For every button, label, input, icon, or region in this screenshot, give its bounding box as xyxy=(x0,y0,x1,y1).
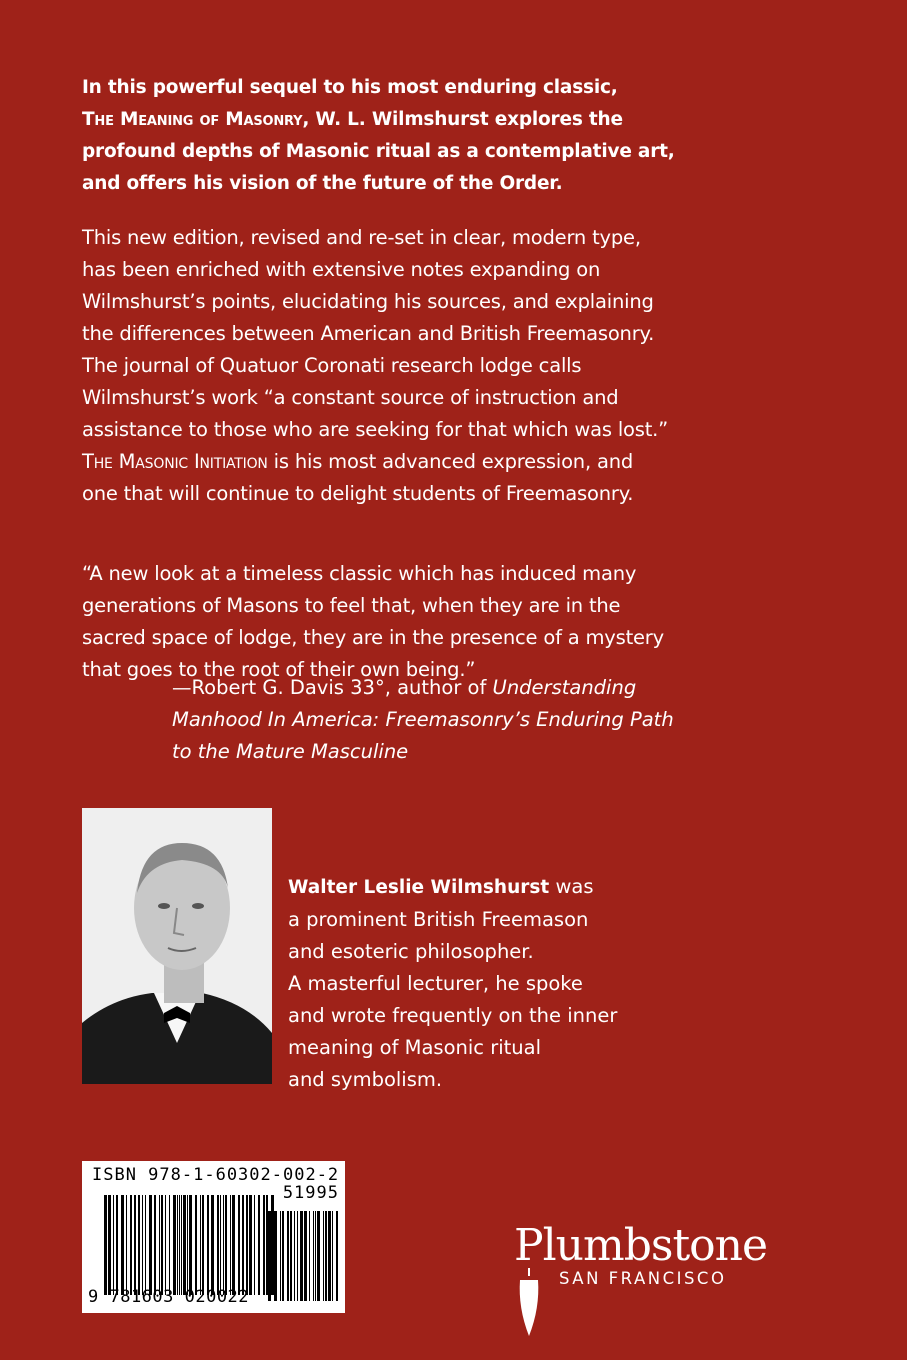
text-segment: that goes to the root of their own being.” xyxy=(82,658,476,681)
text-segment: Wilmshurst’s points, elucidating his sources, and explaining xyxy=(82,290,654,313)
plumb-bob-icon xyxy=(518,1268,540,1338)
text-line xyxy=(82,136,675,168)
barcode-bar xyxy=(317,1211,320,1301)
barcode-bar xyxy=(287,1211,289,1301)
barcode-bar xyxy=(249,1195,252,1295)
text-line xyxy=(82,478,668,510)
text-line xyxy=(82,72,675,104)
text-segment: The journal of Quatuor Coronati research lodge calls xyxy=(82,354,582,377)
text-segment: a prominent British Freemason xyxy=(288,908,589,931)
text-line xyxy=(82,318,668,350)
text-segment: —Robert G. Davis 33°, author of xyxy=(172,676,493,699)
text-line xyxy=(82,254,668,286)
text-line xyxy=(82,222,668,254)
text-segment: the differences between American and British Freemasonry. xyxy=(82,322,655,345)
barcode-bar xyxy=(179,1195,180,1295)
text-segment: and esoteric philosopher. xyxy=(288,940,534,963)
barcode-bar xyxy=(142,1195,143,1295)
barcode-bar xyxy=(169,1195,170,1295)
barcode-bar xyxy=(149,1195,152,1295)
barcode-bar xyxy=(297,1211,298,1301)
text-line xyxy=(288,1032,617,1064)
text-line xyxy=(288,1000,617,1032)
publisher-city: SAN FRANCISCO xyxy=(559,1269,727,1288)
text-segment: A masterful lecturer, he spoke xyxy=(288,972,583,995)
text-line xyxy=(288,1064,617,1096)
barcode-bar xyxy=(304,1211,307,1301)
barcode-addon-bars xyxy=(268,1211,340,1301)
barcode-bar xyxy=(328,1211,331,1301)
barcode-bar xyxy=(189,1195,192,1295)
text-segment: profound depths of Masonic ritual as a contemplative art, xyxy=(82,141,675,162)
text-line xyxy=(172,736,674,768)
endorsement-quote xyxy=(82,558,664,686)
text-segment: and wrote frequently on the inner xyxy=(288,1004,618,1027)
barcode-bar xyxy=(195,1195,197,1295)
text-line xyxy=(82,558,664,590)
barcode-bar xyxy=(315,1211,316,1301)
text-line xyxy=(82,168,675,200)
barcode-bar xyxy=(300,1211,303,1301)
publisher-name: Plumbstone xyxy=(514,1220,768,1271)
text-segment: The Meaning of Masonry xyxy=(82,109,303,130)
text-segment: is his most advanced expression, and xyxy=(267,450,634,473)
text-line xyxy=(288,968,617,1000)
ean-digits: 9 781603 020022 xyxy=(88,1287,250,1307)
barcode-bar xyxy=(121,1195,124,1295)
text-segment: , W. L. Wilmshurst explores the xyxy=(302,109,623,130)
description-paragraph xyxy=(82,222,668,510)
barcode-bar xyxy=(294,1211,295,1301)
barcode-bar xyxy=(154,1195,156,1295)
barcode-bar xyxy=(181,1195,182,1295)
barcode-bar xyxy=(161,1195,163,1295)
barcode-bar xyxy=(290,1211,292,1301)
barcode-bar xyxy=(336,1211,338,1301)
barcode-bar xyxy=(309,1211,310,1301)
barcode-bar xyxy=(134,1195,136,1295)
barcode-bar xyxy=(177,1195,178,1295)
text-line xyxy=(288,904,617,936)
text-segment: has been enriched with extensive notes expanding on xyxy=(82,258,601,281)
barcode-bar xyxy=(280,1211,281,1301)
barcode-bar xyxy=(130,1195,132,1295)
barcode-bar xyxy=(159,1195,160,1295)
text-line xyxy=(82,350,668,382)
barcode-bar xyxy=(232,1195,235,1295)
barcode-bar xyxy=(230,1195,231,1295)
intro-paragraph xyxy=(82,72,675,200)
text-segment: This new edition, revised and re-set in clear, modern type, xyxy=(82,226,641,249)
text-line xyxy=(82,414,668,446)
barcode-bar xyxy=(173,1195,176,1295)
barcode-bar xyxy=(313,1211,314,1301)
barcode-bar xyxy=(211,1195,214,1295)
text-line xyxy=(82,382,668,414)
barcode-bar xyxy=(263,1195,265,1295)
barcode-bar xyxy=(183,1195,186,1295)
text-segment: to the Mature Masculine xyxy=(172,740,409,763)
barcode-bar xyxy=(274,1211,277,1301)
text-segment: Wilmshurst’s work “a constant source of instruction and xyxy=(82,386,619,409)
text-line xyxy=(82,446,668,478)
text-line xyxy=(82,104,675,136)
text-segment: The Masonic Initiation xyxy=(82,450,268,473)
barcode-bar xyxy=(145,1195,146,1295)
text-segment: In this powerful sequel to his most enduring classic, xyxy=(82,77,618,98)
barcode-bar xyxy=(116,1195,118,1295)
barcode-bar xyxy=(332,1211,333,1301)
barcode-bar xyxy=(223,1195,224,1295)
price-code: 51995 xyxy=(282,1183,339,1203)
isbn-barcode xyxy=(82,1161,345,1313)
barcode-bar xyxy=(268,1211,271,1301)
barcode-bar xyxy=(207,1195,209,1295)
text-line xyxy=(288,936,617,968)
barcode-bar xyxy=(282,1211,284,1301)
barcode-bar xyxy=(165,1195,166,1295)
barcode-bar xyxy=(113,1195,114,1295)
barcode-bar xyxy=(242,1195,244,1295)
text-segment: one that will continue to delight students of Freemasonry. xyxy=(82,482,634,505)
text-segment: Walter Leslie Wilmshurst xyxy=(288,877,550,898)
barcode-bars xyxy=(104,1195,274,1295)
text-segment: generations of Masons to feel that, when they are in the xyxy=(82,594,621,617)
text-segment: assistance to those who are seeking for that which was lost.” xyxy=(82,418,669,441)
isbn-label: ISBN 978-1-60302-002-2 xyxy=(92,1165,340,1185)
barcode-bar xyxy=(217,1195,219,1295)
barcode-bar xyxy=(254,1195,255,1295)
barcode-bar xyxy=(202,1195,204,1295)
text-segment: meaning of Masonic ritual xyxy=(288,1036,542,1059)
text-segment: Understanding xyxy=(492,676,637,699)
text-line xyxy=(82,590,664,622)
text-line xyxy=(82,622,664,654)
text-line xyxy=(288,871,617,904)
barcode-bar xyxy=(238,1195,240,1295)
text-segment: “A new look at a timeless classic which has induced many xyxy=(82,562,637,585)
barcode-bar xyxy=(138,1195,140,1295)
barcode-bar xyxy=(323,1211,324,1301)
barcode-bar xyxy=(187,1195,188,1295)
text-segment: and symbolism. xyxy=(288,1068,443,1091)
barcode-bar xyxy=(246,1195,248,1295)
text-line xyxy=(172,672,674,704)
barcode-bar xyxy=(220,1195,221,1295)
text-segment: and offers his vision of the future of the Order. xyxy=(82,173,563,194)
text-line xyxy=(172,704,674,736)
barcode-bar xyxy=(325,1211,327,1301)
text-segment: sacred space of lodge, they are in the presence of a mystery xyxy=(82,626,664,649)
author-photo xyxy=(82,808,272,1084)
publisher-logo xyxy=(514,1220,768,1288)
author-bio xyxy=(288,871,617,1096)
quote-attribution xyxy=(172,672,674,768)
barcode-bar xyxy=(200,1195,201,1295)
barcode-bar xyxy=(258,1195,260,1295)
barcode-bar xyxy=(108,1195,111,1295)
barcode-bar xyxy=(126,1195,127,1295)
barcode-bar xyxy=(225,1195,227,1295)
barcode-bar xyxy=(104,1195,107,1295)
text-segment: Manhood In America: Freemasonry’s Enduring Path xyxy=(172,708,674,731)
text-line xyxy=(82,286,668,318)
text-segment: was xyxy=(549,875,594,898)
